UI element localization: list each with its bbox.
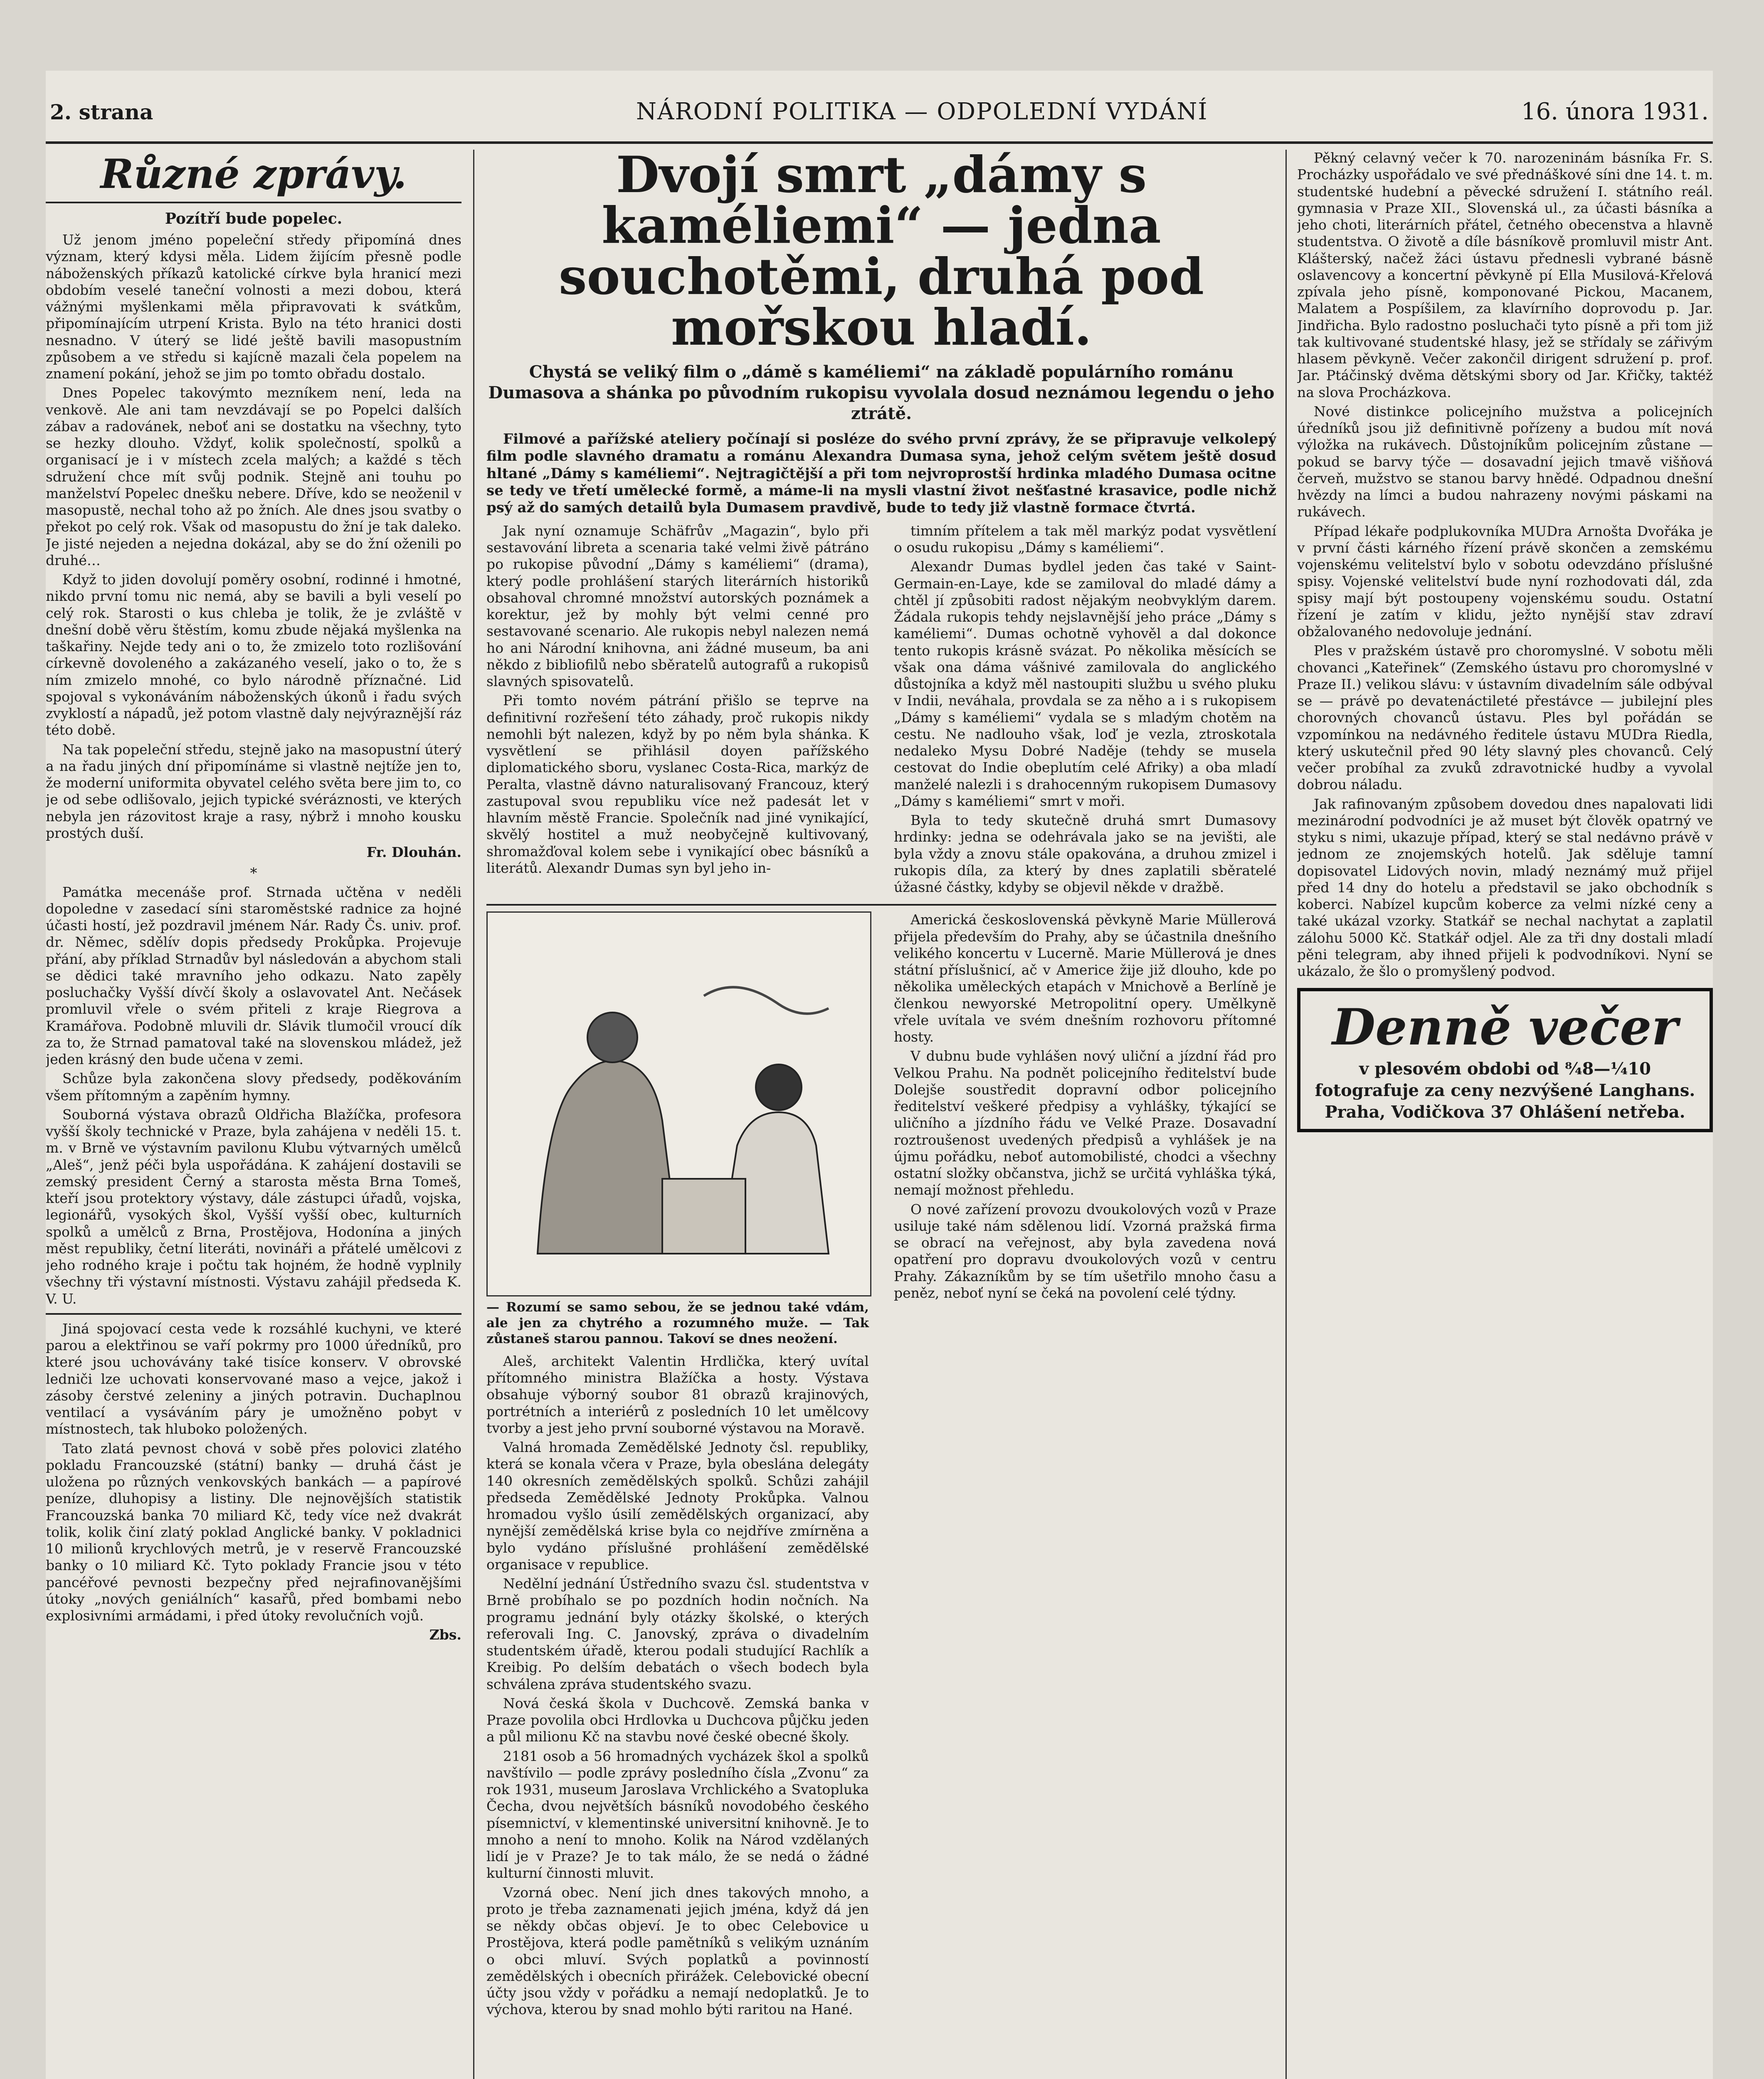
- divider: [46, 1313, 461, 1315]
- news-item: V dubnu bude vyhlášen nový uliční a jízdní řád pro Velkou Prahu. Na podnět policejního ředitelství bude Dolejše soustředit dopravní odbor policejního ředitelství veškeré předpisy a vyhlášky, týkající se uličního a jízdního řádu ve Velké Praze. Dosavadní roztroušenost uvedených předpisů a vyhlášek je na újmu pořádku, neboť automobilisté, chodci a všechny ostatní složky občanstva, jichž se určitá vyhláška týká, nemají možnost přehledu.: [894, 1048, 1276, 1198]
- news-item: Případ lékaře podplukovníka MUDra Arnošta Dvořáka je v první části kárného řízení právě skončen a zemskému vojenskému velitelství bylo v sobotu odevzdáno příslušné spisy. Vojenské velitelství bude nyní rozhodovati dál, zda spisy mají být postoupeny vojenskému soudu. Ostatní řízení je zatím v klidu, ježto nynější stav zdraví obžalovaného nedovoluje jednání.: [1297, 523, 1713, 640]
- column-rule: [1285, 150, 1287, 2079]
- article-paragraph: timním přítelem a tak měl markýz podat vysvětlení o osudu rukopisu „Dámy s kaméliemi“.: [894, 522, 1276, 556]
- column-ruzne-zpravy: [46, 150, 461, 2079]
- article-intro: Filmové a pařížské ateliery počínají si posléze do svého první zprávy, že se připravuje velkolepý film podle slavného dramatu a románu Alexandra Dumasa syna, jehož celým světem ještě dosud hltané „Dámy s kaméliemi“. Nejtragičtější a při tom nejvroprostší hrdinka mladého Dumasa ocitne se tedy ve třetí umělecké formě, a máme-li na mysli vlastní život nešťastné krasavice, podle nichž psý až do samých detailů byla Dumasem pravdivě, bude to tedy již vlastně formace čtvrtá.: [486, 430, 1276, 516]
- subcolumn-left: [486, 523, 869, 899]
- article-paragraph: Na tak popeleční středu, stejně jako na masopustní úterý a na řadu jiných dní připomínáme si vlastně nejtíže jen to, že moderní uniformita obyvatel celého světa bere jim to, co je od sebe odlišovalo, jejich typické svéráznosti, ve kterých nebyla jen rázovitost kraje a rasy, nýbrž i mnoho kousku prostých duší.: [46, 741, 461, 841]
- cartoon-drawing: [488, 913, 870, 1295]
- news-item: 2181 osob a 56 hromadných vycházek škol a spolků navštívilo — podle zprávy posledního čísla „Zvonu“ za rok 1931, museum Jaroslava Vrchlického a Svatopluka Čecha, dvou největších básníků novodobého českého písemnictví, v klementinské universitní knihovně. Je to mnoho a není to mnoho. Kolik na Národ vzdělaných lidí je v Praze? Je to tak málo, že se nedá o žádné kulturní činnosti mluvit.: [486, 1748, 869, 1881]
- ad-text: v plesovém obdobi od ⁸⁄₄8—¹⁄₄10 fotografuje za ceny nezvýšené Langhans. Praha, Vodičkova 37 Ohlášení netřeba.: [1315, 1059, 1695, 1122]
- news-item: Nová česká škola v Duchcově. Zemská banka v Praze povolila obci Hrdlovka u Duchcova půjčku jeden a půl milionu Kč na stavbu nové české obecné školy.: [486, 1695, 869, 1745]
- column-news-right: [1297, 150, 1713, 2079]
- news-item: Nové distinkce policejního mužstva a policejních úředníků jsou již definitivně pořízeny a budou mít nová výložka na rukávech. Důstojníkům policejním zůstane — pokud se barvy týče — dosavadní jejich tmavě višňová červeň, mužstvo se stanou barvy hnědé. Odpadnou dnešní hvězdy na límci a budou nahrazeny novými páskami na rukávech.: [1297, 403, 1713, 520]
- article-paragraph: Byla to tedy skutečně druhá smrt Dumasovy hrdinky: jedna se odehrávala jako se na jevišti, ale byla vždy a znovu stále opakována, a druhou zmizel i rukopis díla, za který by dnes zaplatili sběratelé úžasné částky, kdyby se objevil někde v dražbě.: [894, 812, 1276, 896]
- headline: Dvojí smrt „dámy s kaméliemi“ — jedna souchotěmi, druhá pod mořskou hladí.: [558, 150, 1204, 357]
- lower-two-column: [486, 911, 1276, 2020]
- section-title: Různé zprávy.: [46, 150, 461, 203]
- article-lead: Chystá se veliký film o „dámě s kaméliemi“ na základě populárního románu Dumasova a shánka po původním rukopisu vyvolala dosud neznámou legendu o jeho ztrátě.: [488, 362, 1275, 423]
- article-paragraph: Dnes Popelec takovýmto mezníkem není, leda na venkově. Ale ani tam nevzdávají se po Popelci dalších zábav a radovánek, neboť ani se dostatku na všechny, tyto se hezky dlouho. Vždyť, kolik společností, spolků a organisací je i v místech zcela malých; a každé s těch sdružení chce mít svůj podnik. Stejně ani touhu po manželství Popelec dnešku nebere. Dříve, kdo se neoženil v masopustě, nechal toho až po žních. Ale dnes jsou svatby o překot po celý rok. Však od masopustu do žní je tak daleko. Je jisté nejeden a nejedna dokázal, aby se do žní oženili po druhé…: [46, 385, 461, 568]
- article-paragraph: Památka mecenáše prof. Strnada učtěna v neděli dopoledne v zasedací síni staroměstské radnice za hojné účasti hostí, jež pozdravil jménem Nár. Rady Čs. univ. prof. dr. Němec, sdělív dopis předsedy Prokůpka. Projevuje přání, aby příklad Strnadův byl následován a abychom stali se dědici také mravního jeho odkazu. Nato zapěly posluchačky Vyšší dívčí školy a oslavovatel Ant. Nečásek promluvil vřele o svém přiteli z kraje Riegrova a Kramářova. Podobně mluvili dr. Slávik tlumočil vroucí dík za to, že Strnad pamatoval také na slovenskou mládež, jež jeden krásný den bude učena v zemi.: [46, 884, 461, 1068]
- article-paragraph: Už jenom jméno popeleční středy připomíná dnes význam, který kdysi měla. Lidem žijícím přesně podle náboženských příkazů katolické církve byla hranicí mezi obdobím veselé taneční volnosti a mezi dobou, která vážnými myšlenkami měla připravovati k svátkům, připomínajícím utrpení Krista. Bylo na této hranici dosti nesnadno. V úterý se lidé ještě bavili masopustním způsobem a ve středu si kajícně mazali čela popelem na znamení pokání, jehož se jim po tomto obřadu dostalo.: [46, 232, 461, 382]
- article-paragraph: Souborná výstava obrazů Oldřicha Blažíčka, profesora vyšší školy technické v Praze, byla zahájena v neděli 15. t. m. v Brně ve výstavním pavilonu Klubu výtvarných umělců „Aleš“, jenž péči byla uspořádána. K zahájení dostavili se zemský president Černý a starosta města Brna Tomeš, kteří jsou protektory výstavy, dále zástupci úřadů, vojska, legionářů, vysokých škol, Vyšší vyšší obec, kulturních spolků a umělců z Brna, Prostějova, Hodonína a jiných měst republiky, četní literáti, novináři a přátelé umělcovi z jeho rodného kraje i počtu tak hojném, že hodně vyplnily všechny tři výstavní místnosti. Výstavu zahájil předseda K. V. U.: [46, 1106, 461, 1307]
- news-item: Valná hromada Zemědělské Jednoty čsl. republiky, která se konala včera v Praze, byla obeslána delegáty 140 okresních zemědělských spolků. Schůzi zahájil předseda Zemědělské Jednoty Prokůpka. Valnou hromadou vyšlo úsilí zemědělských organizací, aby nynější zemědělská krise byla co nejdříve zmírněna a bylo vydáno příslušné prohlášení zemědělské organisace v republice.: [486, 1439, 869, 1573]
- article-paragraph: Alexandr Dumas bydlel jeden čas také v Saint-Germain-en-Laye, kde se zamiloval do mladé dámy a chtěl jí způsobiti radost nějakým neobvyklým darem. Žádala rukopis tehdy nejslavnější jeho práce „Dámy s kaméliemi“. Dumas ochotně vyhověl a dal dokonce tento rukopis krásně svázat. Po několika měsících se však ona dáma vášnivé zamilovala do anglického důstojníka a když měl nastoupiti službu u svého pluku v Indii, neváhala, provdala se za něho a i s rukopisem „Dámy s kaméliemi“ vydala se s mladým chotěm na cestu. Ne nadlouho však, loď je vezla, ztroskotala nedaleko Mysu Dobré Naděje (tehdy se musela cestovat do Indie obeplutím celé Afriky) a oba mladí manželé nalezli i s drahocenným rukopisem Dumasovy „Dámy s kaméliemi“ smrt v moři.: [894, 558, 1276, 809]
- article-paragraph: Jiná spojovací cesta vede k rozsáhlé kuchyni, ve které parou a elektřinou se vaří pokrmy pro 1000 úředníků, pro které jsou uchovávány také tisíce konserv. V obrovské ledniči lze uchovati konservované maso a vejce, jakož i zásoby čerstvé zeleniny a jiných potravin. Duchaplnou ventilací a vysáváním páry je umožněno pobyt v místnostech, tak hluboko položených.: [46, 1320, 461, 1437]
- subcolumn-right: [894, 523, 1276, 899]
- article-paragraph: Schůze byla zakončena slovy předsedy, poděkováním všem přítomným a zapěním hymny.: [46, 1070, 461, 1104]
- article-heading: Pozítří bude popelec.: [165, 210, 343, 228]
- page-number: 2. strana: [50, 100, 153, 124]
- article-signature: Zbs.: [429, 1627, 461, 1643]
- news-item: O nové zařízení provozu dvoukolových vozů v Praze usiluje také nám sdělenou lidí. Vzorná pražská firma se obrací na veřejnost, aby byla zavedena nová opatření pro dopravu dvoukolových vozů v centru Prahy. Zákazníkům by se tím ušetřilo mnoho času a peněz, neboť nyní se čeká na povolení celé týdny.: [894, 1201, 1276, 1301]
- news-item: Americká československá pěvkyně Marie Müllerová přijela především do Prahy, aby se účastnila dnešního velikého koncertu v Lucerně. Marie Müllerová je dnes státní příslušnicí, ač v Americe žije již dlouho, kde po několika uměleckých etapách v Mnichově a Berlíně je členkou newyorské Metropolitní opery. Umělkyně vřele uvítala ve svém dnešním rozhovoru přítomné hosty.: [894, 911, 1276, 1045]
- article-paragraph: Při tomto novém pátrání přišlo se teprve na definitivní rozřešení této záhady, proč rukopis nikdy nemohli být nalezen, když by po něm byla shánka. K vysvětlení se přihlásil doyen pařížského diplomatického sboru, vyslanec Costa-Rica, markýz de Peralta, vlastně dávno naturalisovaný Francouz, který zastupoval svou republiku více než padesát let v hlavním městě Francie. Společník nad jiné vynikající, skvělý hostitel a muž neobyčejně kultivovaný, shromažďoval kolem sebe i vynikající obec básníků a literátů. Alexandr Dumas syn byl jeho in-: [486, 692, 869, 876]
- subcolumn-right-lower: [894, 911, 1276, 2020]
- newspaper-page: [46, 71, 1713, 2079]
- news-item: Aleš, architekt Valentin Hrdlička, který uvítal přítomného ministra Blažíčka a hosty. Výstava obsahuje výborný soubor 81 obrazů krajinových, portrétních a interiérů z posledních 10 let umělcovy tvorby a jest jeho první souborné výstavou na Moravě.: [486, 1353, 869, 1436]
- news-item: Jak rafinovaným způsobem dovedou dnes napalovati lidi mezinárodní podvodníci je až muset být člověk opatrný ve styku s nimi, ukazuje případ, který se stal nedávno právě v jednom ze znojemských hotelů. Jak sděluje tamní dopisovatel Lidových novin, mladý neznámý muž přijel před 14 dny do hotelu a představil se jako obchodník s koberci. Nabízel kupcům koberce za velmi nízké ceny a také ukázal vzorky. Statkář se nechal nachytat a zaplatil zálohu 5000 Kč. Statkář odjel. Ale za tři dny dostali mladí pěni telegram, aby ihned přijeli k podvodníkovi. Nyní se ukázalo, že šlo o promyšlený podvod.: [1297, 795, 1713, 979]
- page-header: [46, 96, 1713, 144]
- divider: [486, 904, 1276, 906]
- advertisement-box: [1297, 988, 1713, 1132]
- issue-date: 16. února 1931.: [1521, 98, 1709, 125]
- news-item: Ples v pražském ústavě pro choromyslné. V sobotu měli chovanci „Kateřinek“ (Zemského ústavu pro choromyslné v Praze II.) velikou slávu: v ústavním divadelním sále odbýval se — právě po devatenáctileté přestávce — jubilejní ples chorovných chovanců ústavu. Ples byl pořádán se vzpomínkou na nedávného ředitele ústavu MUDra Riedla, který uskutečnil před 90 léty slavný ples chovanců. Celý večer probíhal za zvuků zdravotnické hudby a vyvolal dobrou náladu.: [1297, 642, 1713, 793]
- cartoon-caption: — Rozumí se samo sebou, že se jednou také vdám, ale jen za chytrého a rozumného muže. — Tak zůstaneš starou pannou. Takoví se dnes neožení.: [486, 1300, 869, 1347]
- news-item: Vzorná obec. Není jich dnes takových mnoho, a proto je třeba zaznamenati jejich jména, když dá jen se někdy občas objeví. Je to obec Celebovice u Prostějova, která podle pamětníků s velikým uznáním o obci mluví. Svých poplatků a povinností zemědělských i obecních přirážek. Celebovické obecní účty jsou vždy v pořádku a nemají nedoplatků. Je to výchova, kterou by snad mohlo býti raritou na Hané.: [486, 1884, 869, 2018]
- cartoon-illustration: [486, 911, 871, 1296]
- ad-title: Denně večer: [1332, 998, 1678, 1057]
- newspaper-title: NÁRODNÍ POLITIKA — ODPOLEDNÍ VYDÁNÍ: [636, 98, 1208, 125]
- column-dama-s-kameliemi: [486, 150, 1276, 2079]
- two-column-body: [486, 523, 1276, 899]
- article-paragraph: Jak nyní oznamuje Schäfrův „Magazin“, bylo při sestavování libreta a scenaria také velmi živě pátráno po rukopise původní „Dámy s kaméliemi“ (drama), který podle prohlášení starých literárních historiků obsahoval chromné množství autorských poznámek a korektur, jež by mohly být velmi cenné pro sestavované scenario. Ale rukopis nebyl nalezen nemá ho ani Národní knihovna, ani žádné museum, ba ani někdo z bibliofilů nebo sběratelů autografů a rukopisů slavných spisovatelů.: [486, 522, 869, 690]
- column-rule: [473, 150, 474, 2079]
- article-paragraph: Když to jiden dovolují poměry osobní, rodinné i hmotné, nikdo první tomu nic nemá, aby se bavili a byli veselí po celý rok. Starosti o kus chleba je tolik, že je zvláště v dnešní době věru štěstím, komu zbude nějaká myšlenka na taškařiny. Nejde tedy ani o to, že zmizelo toto rozlišování církevně dovoleného a zakázaného veselí, jako o to, že s ním zmizelo mnohé, co bylo národně příznačné. Lid spojoval s vykonáváním náboženských úkonů i řadu svých zvyklostí a nápadů, jež potom vlastně daly nejvýraznější ráz této době.: [46, 571, 461, 738]
- news-item: Pěkný celavný večer k 70. narozeninám básníka Fr. S. Procházky uspořádalo ve své přednáškové síni dne 14. t. m. studentské hudební a pěvecké sdružení I. státního reál. gymnasia v Praze XII., Slovenská ul., za účasti básníka a jeho choti, literárních přátel, četného obecenstva a hlavně studentstva. O životě a díle básníkově promluvil mistr Ant. Klášterský, načež žáci ústavu přednesli vybrané básně oslavencovy a koncertní pěvkyně pí Ella Musilová-Křelová zpívala jeho písně, komponované Pickou, Macanem, Malatem a Pospíšilem, za klavírního doprovodu p. Jar. Jindřicha. Bylo radostno posluchači tyto písně a při tom již tak kultivované studentské hlasy, jež se střídaly se zářivým hlasem pěvkyně. Večer zakončil dirigent sdružení p. prof. Jar. Ptáčinský dvěma dětskými sbory od Jar. Křičky, taktéž na slova Procházkova.: [1297, 150, 1713, 400]
- separator-star: *: [250, 865, 257, 882]
- article-paragraph: Tato zlatá pevnost chová v sobě přes polovici zlatého pokladu Francouzské (státní) banky — druhá část je uložena po různých venkovských bankách — a papírové peníze, dluhopisy a listiny. Dle nejnovějších statistik Francouzská banka 70 miliard Kč, tedy více než dvakrát tolik, kolik činí zlatý poklad Anglické banky. V pokladnici 10 milionů krychlových metrů, je v reservě Francouzské banky o 10 miliard Kč. Tyto poklady Francie jsou v této pancéřové pevnosti bezpečny před nejrafinovanějšími útoky „nových geniálních“ kasařů, před bombami nebo explosivními armádami, i před útoky revolučních vojů.: [46, 1440, 461, 1624]
- news-item: Nedělní jednání Ústředního svazu čsl. studentstva v Brně probíhalo se po pozdních hodin nočních. Na programu jednání byly otázky školské, o kterých referovali Ing. C. Janovský, zpráva o divadelním studentském úřadě, kterou podali studující Rachlík a Kreibig. Po delším debatách o všech bodech byla schválena zpráva studentského svazu.: [486, 1575, 869, 1692]
- article-signature: Fr. Dlouhán.: [366, 844, 461, 861]
- subcolumn-left-lower: [486, 911, 869, 2020]
